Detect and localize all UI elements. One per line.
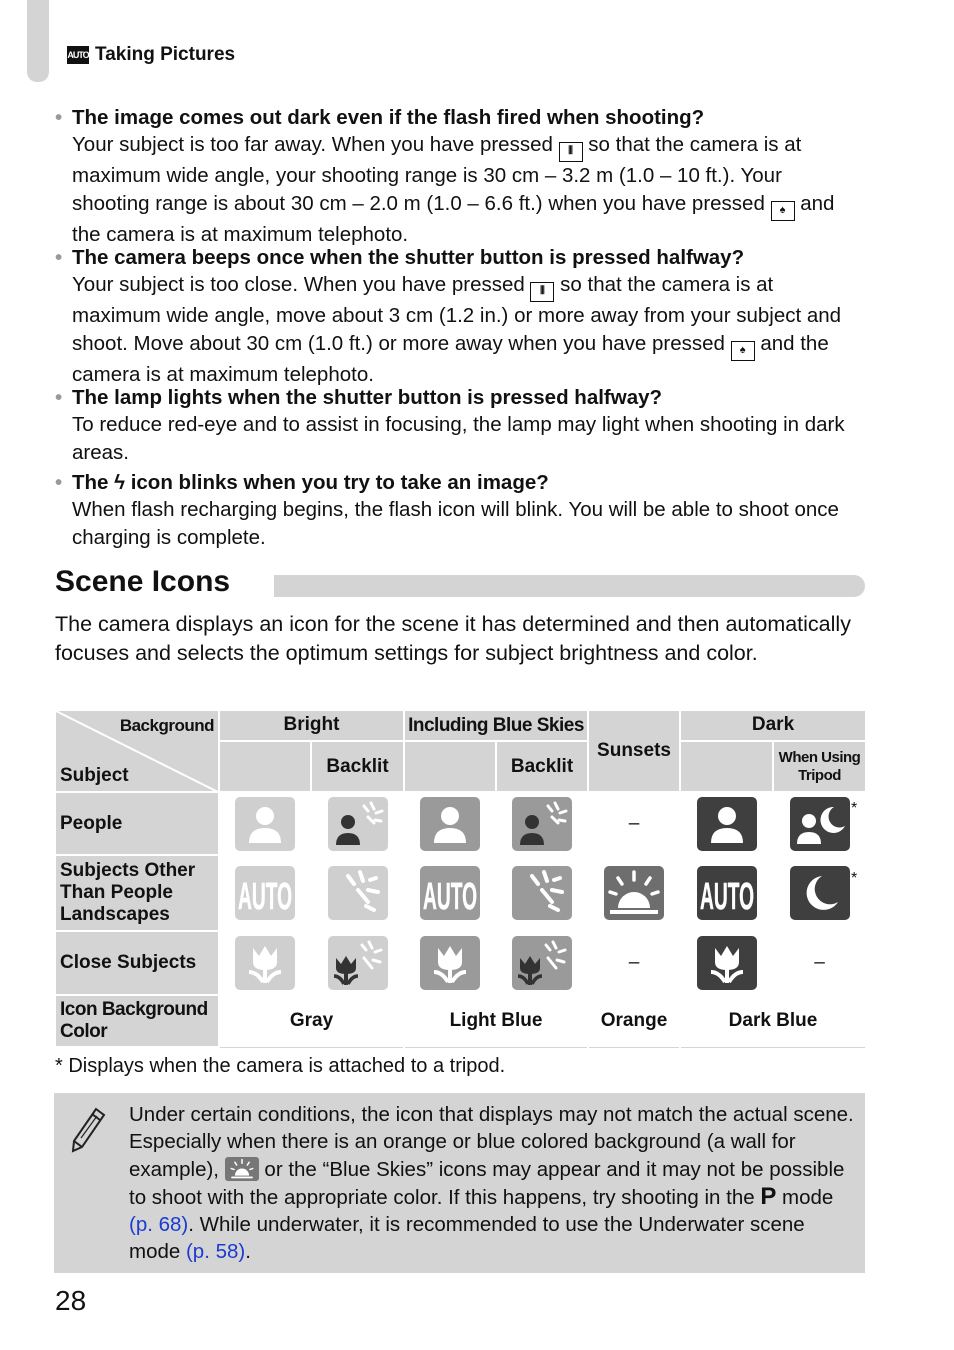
macro-icon <box>235 936 295 990</box>
icon-cell <box>404 931 496 995</box>
note-box <box>54 1093 865 1273</box>
qa-item <box>55 244 865 388</box>
footnote-marker: * <box>851 800 858 817</box>
auto-icon <box>697 866 757 920</box>
icon-cell <box>773 855 866 931</box>
bg-gray: Gray <box>219 995 404 1047</box>
empty-cell: – <box>588 792 680 855</box>
person-icon <box>235 797 295 851</box>
header-title: Taking Pictures <box>95 44 236 65</box>
corner-subject-label: Subject <box>60 765 129 786</box>
moon-icon <box>790 866 850 920</box>
scene-icons-table <box>54 709 867 1048</box>
answer: Your subject is too close. When you have pressed ⫴ so that the camera is at maximum wide angle, move about 3 cm (1.2 in.) or more away from your subject and shoot. Move about 30 cm (1.0 ft.) or more away when you have pressed ♠ and the camera is at maximum telephoto. <box>72 273 842 386</box>
question: • The ϟ icon blinks when you try to take an image? <box>55 469 865 496</box>
tele-zoom-icon: ♠ <box>731 341 755 361</box>
wide-zoom-icon: ⫴ <box>530 282 554 302</box>
tele-zoom-icon: ♠ <box>771 201 795 221</box>
question: • The image comes out dark even if the flash fired when shooting? <box>55 104 865 131</box>
dark-tripod-header: When Using Tripod <box>773 741 866 792</box>
bg-orange: Orange <box>588 995 680 1047</box>
person-icon <box>697 797 757 851</box>
col-sunsets: Sunsets <box>588 710 680 792</box>
icon-cell <box>219 931 311 995</box>
wide-zoom-icon: ⫴ <box>559 142 583 162</box>
question: • The lamp lights when the shutter button is pressed halfway? <box>55 384 865 411</box>
row-label-landscapes: Subjects Other Than People Landscapes <box>55 855 219 931</box>
answer: When flash recharging begins, the flash icon will blink. You will be able to shoot once charging is complete. <box>72 498 839 549</box>
person-night-icon <box>790 797 850 851</box>
note-text: Under certain conditions, the icon that displays may not match the actual scene. Especially when there is an orange or blue colored background (a wall for example), or the “Blue Skies” icons may appear and it may not be possible to shoot with the appropriate color. If this happens, try shooting in the P mode (p. 68). While underwater, it is recommended to use the Underwater scene mode (p. 58). <box>129 1103 854 1264</box>
person-backlit-icon <box>328 797 388 851</box>
question: • The camera beeps once when the shutter button is pressed halfway? <box>55 244 865 271</box>
qa-item <box>55 469 865 551</box>
backlit-icon <box>512 866 572 920</box>
sunset-inline-icon <box>225 1157 259 1181</box>
row-label-people: People <box>55 792 219 855</box>
page-header <box>67 44 235 66</box>
footnote: * Displays when the camera is attached to a tripod. <box>55 1055 506 1077</box>
pencil-icon <box>68 1105 108 1155</box>
icon-cell <box>219 792 311 855</box>
icon-cell <box>404 855 496 931</box>
backlit-icon <box>328 866 388 920</box>
qa-item <box>55 384 865 466</box>
flash-icon: ϟ <box>114 471 126 494</box>
auto-icon <box>420 866 480 920</box>
sunset-icon <box>604 866 664 920</box>
person-icon <box>420 797 480 851</box>
page-number: 28 <box>55 1285 87 1316</box>
macro-icon <box>420 936 480 990</box>
macro-backlit-icon <box>512 936 572 990</box>
corner-background-label: Background <box>119 716 214 735</box>
icon-cell <box>311 792 404 855</box>
icon-cell <box>680 855 773 931</box>
blue-backlit-header: Backlit <box>496 741 588 792</box>
blue-normal-header <box>404 741 496 792</box>
empty-cell: – <box>588 931 680 995</box>
empty-cell: – <box>773 931 866 995</box>
program-mode-glyph: P <box>760 1182 777 1210</box>
side-tab <box>27 0 49 82</box>
footnote-marker: * <box>851 870 858 887</box>
icon-cell <box>680 792 773 855</box>
icon-cell <box>680 931 773 995</box>
section-title-bar <box>274 575 865 597</box>
qa-item <box>55 104 865 248</box>
dark-normal-header <box>680 741 773 792</box>
icon-cell <box>311 855 404 931</box>
icon-cell <box>496 792 588 855</box>
icon-cell <box>404 792 496 855</box>
bright-backlit-header: Backlit <box>311 741 404 792</box>
section-intro: The camera displays an icon for the scene it has determined and then automatically focuses and selects the optimum settings for subject brightness and color. <box>55 612 851 665</box>
col-blue-skies: Including Blue Skies <box>404 710 588 741</box>
macro-backlit-icon <box>328 936 388 990</box>
icon-cell <box>496 855 588 931</box>
section-title: Scene Icons <box>55 565 231 598</box>
page-link-68[interactable]: (p. 68) <box>129 1213 189 1237</box>
bright-normal-header <box>219 741 311 792</box>
row-label-bg-color: Icon Background Color <box>55 995 219 1047</box>
auto-mode-icon: AUTO <box>67 46 89 64</box>
col-bright: Bright <box>219 710 404 741</box>
macro-icon <box>697 936 757 990</box>
answer: To reduce red-eye and to assist in focusing, the lamp may light when shooting in dark areas. <box>72 413 845 464</box>
bg-light-blue: Light Blue <box>404 995 588 1047</box>
icon-cell <box>219 855 311 931</box>
bg-dark-blue: Dark Blue <box>680 995 866 1047</box>
row-label-close-subjects: Close Subjects <box>55 931 219 995</box>
corner-header <box>55 710 219 792</box>
page-link-58[interactable]: (p. 58) <box>185 1240 246 1264</box>
answer: Your subject is too far away. When you have pressed ⫴ so that the camera is at maximum wide angle, your shooting range is 30 cm – 3.2 m (1.0 – 10 ft.). Your shooting range is about 30 cm – 2.0 m (1.0 – 6.6 ft.) when you have pressed ♠ and the camera is at maximum telephoto. <box>72 133 835 246</box>
col-dark: Dark <box>680 710 866 741</box>
icon-cell <box>496 931 588 995</box>
icon-cell <box>588 855 680 931</box>
person-backlit-icon <box>512 797 572 851</box>
auto-icon <box>235 866 295 920</box>
icon-cell <box>311 931 404 995</box>
